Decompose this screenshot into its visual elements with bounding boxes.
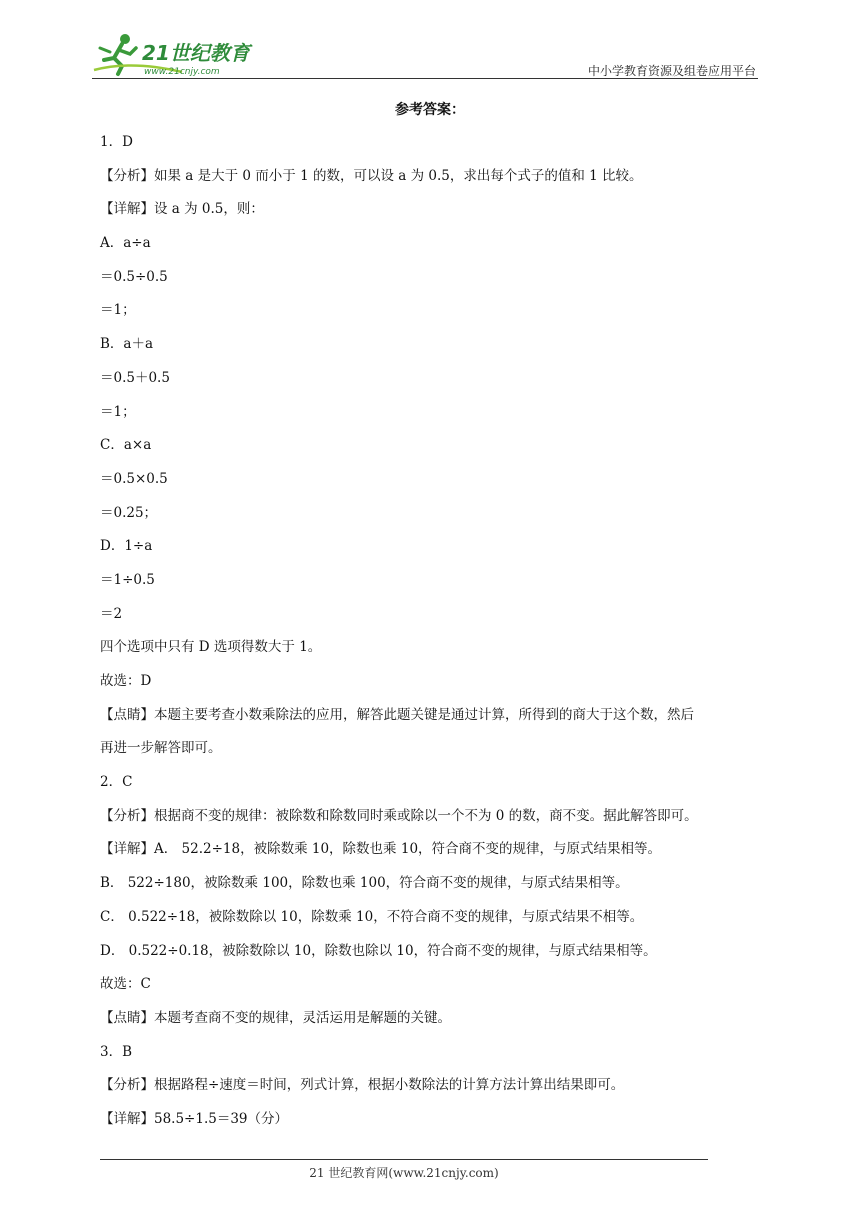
text-line: ＝0.25； — [100, 504, 158, 521]
text-line: 【分析】根据路程÷速度＝时间，列式计算，根据小数除法的计算方法计算出结果即可。 — [100, 1077, 625, 1094]
page-title: 参考答案： — [395, 102, 465, 118]
text-line: 再进一步解答即可。 — [100, 740, 222, 757]
header-divider — [92, 78, 758, 79]
text-line: 【点睛】本题考查商不变的规律，灵活运用是解题的关键。 — [100, 1009, 451, 1026]
text-line: D．1÷a — [100, 538, 153, 555]
text-line: ＝1； — [100, 403, 136, 420]
answer-content — [100, 126, 770, 1137]
text-line: 【详解】A． 52.2÷18，被除数乘 10，除数也乘 10，符合商不变的规律，与原式结果相等。 — [100, 841, 662, 858]
logo-url: www.21cnjy.com — [144, 67, 220, 77]
logo — [92, 30, 262, 78]
footer-divider — [100, 1159, 708, 1160]
text-line: ＝0.5×0.5 — [100, 470, 168, 487]
text-line: 1．D — [100, 134, 133, 150]
text-line: ＝1； — [100, 302, 136, 319]
logo-text: 21世纪教育 — [142, 41, 250, 65]
text-line: 【详解】58.5÷1.5＝39（分） — [100, 1110, 289, 1127]
text-line: 2．C — [100, 774, 133, 791]
text-line: 【点睛】本题主要考查小数乘除法的应用，解答此题关键是通过计算，所得到的商大于这个数，然后 — [100, 706, 694, 723]
text-line: 故选：D — [100, 673, 152, 689]
text-line: ＝0.5＋0.5 — [100, 369, 170, 386]
text-line: ＝2 — [100, 605, 123, 622]
text-line: A．a÷a — [100, 235, 151, 252]
text-line: B．a＋a — [100, 336, 154, 353]
text-line: 【分析】如果 a 是大于 0 而小于 1 的数，可以设 a 为 0.5，求出每个式子的值和 1 比较。 — [100, 167, 643, 184]
text-line: 3．B — [100, 1043, 133, 1060]
text-line: 四个选项中只有 D 选项得数大于 1。 — [100, 639, 322, 656]
platform-name: 中小学教育资源及组卷应用平台 — [587, 64, 756, 78]
text-line: C． 0.522÷18，被除数除以 10，除数乘 10，不符合商不变的规律，与原式结果不相等。 — [100, 908, 644, 925]
text-line: ＝0.5÷0.5 — [100, 268, 168, 285]
text-line: 【分析】根据商不变的规律：被除数和除数同时乘或除以一个不为 0 的数，商不变。据此解答即可。 — [100, 807, 698, 824]
text-line: D． 0.522÷0.18，被除数除以 10，除数也除以 10，符合商不变的规律，与原式结果相等。 — [100, 942, 657, 959]
text-line: C．a×a — [100, 437, 152, 454]
text-line: ＝1÷0.5 — [100, 571, 155, 588]
page-header — [92, 30, 756, 80]
text-line: 【详解】设 a 为 0.5，则： — [100, 201, 264, 218]
text-line: 故选：C — [100, 976, 151, 993]
page-footer: 21 世纪教育网(www.21cnjy.com) — [309, 1166, 499, 1180]
text-line: B． 522÷180，被除数乘 100，除数也乘 100，符合商不变的规律，与原式结果相等。 — [100, 875, 629, 892]
